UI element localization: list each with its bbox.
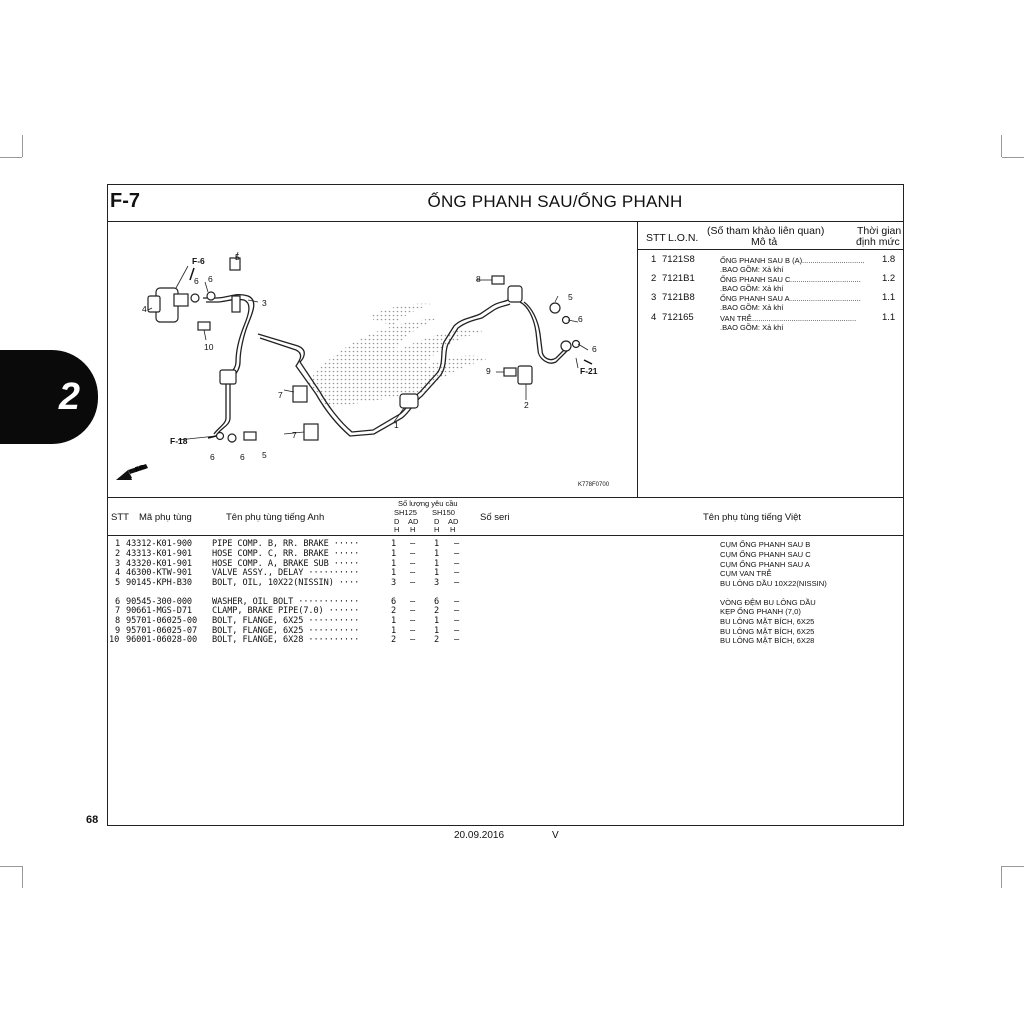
parts-header-d2: D [434, 517, 440, 526]
labor-sub: .BAO GỒM: Xả khí [720, 323, 784, 332]
part-qty-sh125-d: 1 [391, 616, 397, 626]
part-name-vi: CỤM VAN TRỄ [720, 569, 772, 578]
labor-sub: .BAO GỒM: Xả khí [720, 265, 784, 274]
part-qty-sh125-d: 1 [391, 539, 397, 549]
parts-header-part-no: Mã phụ tùng [139, 512, 192, 523]
part-qty-sh150-ad: – [454, 635, 460, 645]
labor-stt: 3 [651, 292, 657, 303]
labor-lon: 712165 [662, 312, 694, 323]
diagram-divider [108, 497, 903, 498]
front-arrow-icon [116, 464, 148, 480]
part-name-vi: VÒNG ĐỆM BU LÔNG DẦU [720, 598, 816, 607]
parts-header-name-en: Tên phụ tùng tiếng Anh [226, 512, 325, 523]
part-qty-sh125-ad: – [410, 597, 416, 607]
part-name-vi: BU LÔNG MẶT BÍCH, 6X28 [720, 636, 815, 645]
part-qty-sh125-d: 2 [391, 635, 397, 645]
callout-6: 6 [194, 276, 199, 286]
labor-dots: .................................................. [752, 314, 857, 323]
parts-header-line [108, 535, 903, 536]
front-label: FR. [134, 463, 148, 474]
part-name-vi: BU LÔNG MẶT BÍCH, 6X25 [720, 627, 815, 636]
part-qty-sh125-d: 6 [391, 597, 397, 607]
part-qty-sh125-ad: – [410, 549, 416, 559]
ref-f18: F-18 [170, 436, 188, 446]
labor-dots: .................................. [790, 275, 861, 284]
part-name-en: BOLT, FLANGE, 6X25 ·········· [212, 616, 360, 626]
chapter-number: 2 [58, 375, 80, 418]
callout-10: 10 [204, 342, 214, 352]
parts-header-stt: STT [111, 512, 129, 523]
labor-stt: 2 [651, 273, 657, 284]
labor-header-time: Thời gian [857, 225, 902, 237]
part-name-en: PIPE COMP. B, RR. BRAKE ····· [212, 539, 360, 549]
part-qty-sh150-ad: – [454, 549, 460, 559]
callout-7: 7 [292, 430, 297, 440]
footer-date: 20.09.2016 [454, 830, 505, 841]
part-stt: 10 [109, 635, 120, 645]
part-name-vi: CỤM ỐNG PHANH SAU A [720, 560, 810, 569]
part-number: 90545-300-000 [126, 597, 192, 607]
labor-dots: .................................. [790, 294, 861, 303]
part-number: 90145-KPH-B30 [126, 578, 192, 588]
labor-header-stt: STT [646, 232, 666, 244]
part-name-vi: CỤM ỐNG PHANH SAU C [720, 550, 811, 559]
callout-8: 8 [476, 274, 481, 284]
labor-lon: 7121B8 [662, 292, 695, 303]
part-qty-sh125-ad: – [410, 568, 416, 578]
part-stt: 9 [115, 626, 121, 636]
labor-desc: ỐNG PHANH SAU C [720, 275, 791, 284]
parts-header-h4: H [450, 525, 456, 534]
part-number: 95701-06025-00 [126, 616, 198, 626]
ref-f6: F-6 [192, 256, 205, 266]
parts-header-serial: Số seri [480, 512, 510, 523]
labor-header-ref: (Số tham khảo liên quan) [707, 225, 825, 237]
parts-header-qty: Số lượng yêu cầu [398, 499, 458, 508]
part-stt: 7 [115, 606, 121, 616]
labor-time: 1.8 [882, 254, 896, 265]
wing-watermark-icon [308, 304, 490, 408]
labor-header-lon: L.O.N. [668, 232, 699, 244]
labor-desc: ỐNG PHANH SAU A [720, 294, 790, 303]
crop-mark [1002, 866, 1024, 867]
labor-lon: 7121B1 [662, 273, 695, 284]
part-qty-sh150-d: 2 [434, 606, 440, 616]
part-qty-sh150-ad: – [454, 597, 460, 607]
labor-time: 1.2 [882, 273, 896, 284]
callout-6: 6 [208, 274, 213, 284]
part-qty-sh150-d: 2 [434, 635, 440, 645]
labor-lon: 7121S8 [662, 254, 695, 265]
part-stt: 2 [115, 549, 121, 559]
footer-revision: V [552, 830, 559, 841]
part-stt: 6 [115, 597, 121, 607]
labor-dots: .............................. [802, 256, 865, 265]
part-name-en: HOSE COMP. C, RR. BRAKE ····· [212, 549, 360, 559]
part-qty-sh150-d: 3 [434, 578, 440, 588]
crop-mark [0, 157, 22, 158]
part-qty-sh125-d: 3 [391, 578, 397, 588]
part-stt: 4 [115, 568, 121, 578]
part-name-vi: CỤM ỐNG PHANH SAU B [720, 540, 811, 549]
labor-sub: .BAO GỒM: Xả khí [720, 303, 784, 312]
callout-5: 5 [568, 292, 573, 302]
callout-6: 6 [592, 344, 597, 354]
section-code: F-7 [110, 190, 140, 212]
parts-header-ad1: AD [408, 517, 419, 526]
page-title: ỐNG PHANH SAU/ỐNG PHANH [427, 192, 683, 211]
parts-header-h3: H [434, 525, 440, 534]
part-number: 43313-K01-901 [126, 549, 192, 559]
callout-9: 9 [486, 366, 491, 376]
parts-header-sh125: SH125 [394, 508, 417, 517]
crop-mark [1001, 866, 1002, 888]
callout-6: 6 [240, 452, 245, 462]
part-qty-sh150-d: 6 [434, 597, 440, 607]
labor-desc: ỐNG PHANH SAU B (A) [720, 256, 803, 265]
part-qty-sh150-ad: – [454, 539, 460, 549]
labor-time: 1.1 [882, 312, 896, 323]
part-name-vi: BU LÔNG MẶT BÍCH, 6X25 [720, 617, 815, 626]
ref-f21: F-21 [580, 366, 598, 376]
part-number: 46300-KTW-901 [126, 568, 192, 578]
part-qty-sh125-ad: – [410, 626, 416, 636]
callout-1: 1 [394, 420, 399, 430]
parts-header-name-vi: Tên phụ tùng tiếng Việt [703, 512, 802, 523]
part-qty-sh125-ad: – [410, 635, 416, 645]
arrow-icon [584, 360, 592, 364]
part-qty-sh150-d: 1 [434, 568, 440, 578]
part-stt: 3 [115, 559, 121, 569]
labor-time: 1.1 [882, 292, 896, 303]
parts-header-d1: D [394, 517, 400, 526]
part-stt: 8 [115, 616, 121, 626]
part-qty-sh150-ad: – [454, 626, 460, 636]
part-name-vi: KẸP ỐNG PHANH (7,0) [720, 607, 801, 616]
crop-mark [1002, 157, 1024, 158]
parts-header-h1: H [394, 525, 400, 534]
callout-4: 4 [142, 304, 147, 314]
labor-stt: 4 [651, 312, 657, 323]
part-stt: 1 [115, 539, 121, 549]
part-qty-sh150-ad: – [454, 616, 460, 626]
part-qty-sh150-d: 1 [434, 616, 440, 626]
part-number: 96001-06028-00 [126, 635, 198, 645]
crop-mark [22, 135, 23, 157]
part-qty-sh150-d: 1 [434, 626, 440, 636]
crop-mark [22, 866, 23, 888]
part-qty-sh125-ad: – [410, 539, 416, 549]
callout-6: 6 [210, 452, 215, 462]
part-qty-sh150-d: 1 [434, 559, 440, 569]
part-name-en: BOLT, FLANGE, 6X28 ·········· [212, 635, 360, 645]
part-name-en: HOSE COMP. A, BRAKE SUB ····· [212, 559, 360, 569]
part-name-en: VALVE ASSY., DELAY ·········· [212, 568, 360, 578]
callout-7: 7 [278, 390, 283, 400]
labor-header-line [638, 249, 903, 250]
parts-header-ad2: AD [448, 517, 459, 526]
part-qty-sh125-d: 1 [391, 559, 397, 569]
page-number: 68 [86, 814, 99, 826]
part-qty-sh125-ad: – [410, 578, 416, 588]
part-qty-sh125-ad: – [410, 559, 416, 569]
part-qty-sh125-d: 2 [391, 606, 397, 616]
labor-desc: VAN TRỄ [720, 314, 752, 323]
part-qty-sh150-d: 1 [434, 539, 440, 549]
part-qty-sh150-ad: – [454, 568, 460, 578]
part-qty-sh125-ad: – [410, 616, 416, 626]
callout-2: 2 [524, 400, 529, 410]
labor-divider [637, 221, 638, 497]
part-qty-sh125-d: 1 [391, 549, 397, 559]
part-qty-sh125-ad: – [410, 606, 416, 616]
crop-mark [1001, 135, 1002, 157]
crop-mark [0, 866, 22, 867]
part-name-vi: BU LÔNG DẦU 10X22(NISSIN) [720, 579, 827, 588]
part-qty-sh125-d: 1 [391, 626, 397, 636]
part-name-en: BOLT, OIL, 10X22(NISSIN) ···· [212, 578, 360, 588]
part-stt: 5 [115, 578, 121, 588]
part-qty-sh150-ad: – [454, 578, 460, 588]
part-number: 43312-K01-900 [126, 539, 192, 549]
part-number: 43320-K01-901 [126, 559, 192, 569]
chapter-tab [0, 350, 98, 444]
parts-header-sh150: SH150 [432, 508, 455, 517]
part-qty-sh125-d: 1 [391, 568, 397, 578]
part-number: 95701-06025-07 [126, 626, 198, 636]
part-name-en: BOLT, FLANGE, 6X25 ·········· [212, 626, 360, 636]
labor-header-time2: định mức [856, 236, 900, 248]
parts-header-h2: H [410, 525, 416, 534]
labor-header-desc: Mô tả [751, 236, 778, 248]
arrow-icon [208, 436, 216, 438]
callout-5: 5 [235, 252, 240, 262]
diagram-ref-code: K778F0700 [578, 482, 610, 488]
part-qty-sh150-ad: – [454, 559, 460, 569]
callout-6: 6 [578, 314, 583, 324]
part-number: 90661-MGS-D71 [126, 606, 192, 616]
labor-sub: .BAO GỒM: Xả khí [720, 284, 784, 293]
callout-5: 5 [262, 450, 267, 460]
part-name-en: CLAMP, BRAKE PIPE(7.0) ······ [212, 606, 360, 616]
callout-3: 3 [262, 298, 267, 308]
part-qty-sh150-ad: – [454, 606, 460, 616]
labor-stt: 1 [651, 254, 657, 265]
part-qty-sh150-d: 1 [434, 549, 440, 559]
part-name-en: WASHER, OIL BOLT ············ [212, 597, 360, 607]
exploded-diagram [108, 222, 636, 496]
